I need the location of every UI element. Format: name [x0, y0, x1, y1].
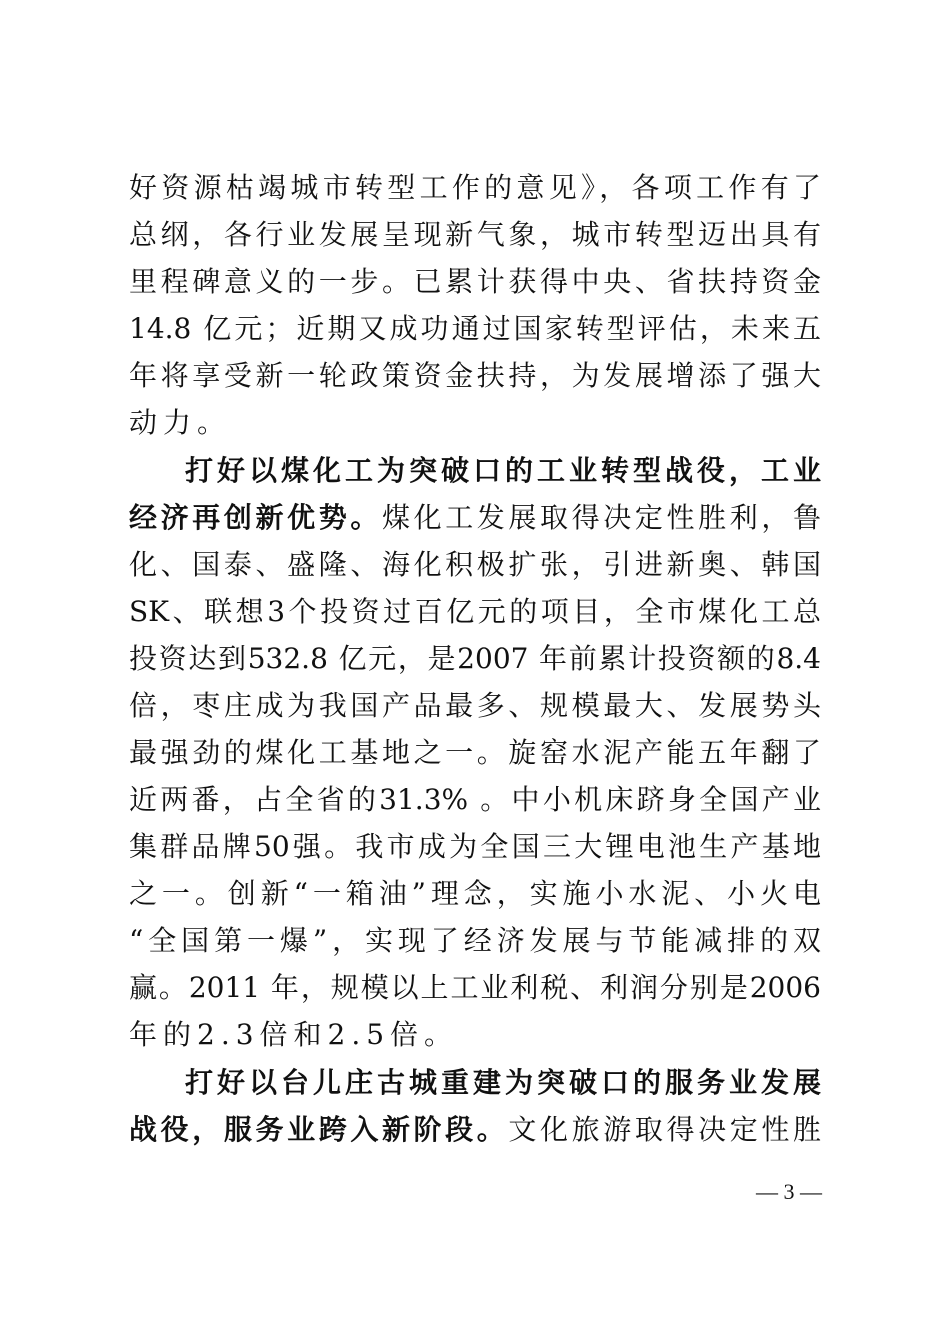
document-body [129, 164, 821, 1153]
text-line: 总纲，各行业发展呈现新气象，城市转型迈出具有 [129, 218, 821, 251]
heading-text: 打好以台儿庄古城重建为突破口的服务业发展 [185, 1066, 821, 1099]
text-line: 最强劲的煤化工基地之一。旋窑水泥产能五年翻了 [129, 736, 821, 769]
heading-text: 打好以煤化工为突破口的工业转型战役，工业 [185, 454, 821, 487]
heading-text: 经济再创新优势。 [129, 501, 382, 534]
page-number: — 3 — [756, 1179, 822, 1204]
text-line: 14.8 亿元；近期又成功通过国家转型评估，未来五 [129, 312, 821, 345]
text-line: 之一。创新“一箱油”理念，实施小水泥、小火电 [129, 877, 821, 910]
text-line: 动力。 [129, 406, 232, 439]
paragraph-text: 煤化工发展取得决定性胜利，鲁 [381, 501, 821, 534]
paragraph-text: 文化旅游取得决定性胜 [508, 1113, 821, 1146]
text-line: 年将享受新一轮政策资金扶持，为发展增添了强大 [129, 359, 821, 392]
text-line: 赢。2011 年，规模以上工业利税、利润分别是2006 [129, 971, 821, 1004]
text-line: 好资源枯竭城市转型工作的意见》，各项工作有了 [129, 171, 821, 204]
text-line [129, 494, 821, 541]
text-line: 集群品牌50强。我市成为全国三大锂电池生产基地 [129, 830, 821, 863]
text-line: 投资达到532.8 亿元，是2007 年前累计投资额的8.4 [129, 642, 821, 675]
heading-text: 战役，服务业跨入新阶段。 [129, 1113, 509, 1146]
text-line: SK、联想3个投资过百亿元的项目，全市煤化工总 [129, 595, 821, 628]
text-line: 化、国泰、盛隆、海化积极扩张，引进新奥、韩国 [129, 548, 821, 581]
text-line: 倍，枣庄成为我国产品最多、规模最大、发展势头 [129, 689, 821, 722]
text-line: 里程碑意义的一步。已累计获得中央、省扶持资金 [129, 265, 821, 298]
text-line: 近两番，占全省的31.3% 。中小机床跻身全国产业 [129, 783, 821, 816]
text-line: 年的2.3倍和2.5倍。 [129, 1018, 459, 1051]
text-line [129, 1106, 821, 1153]
paragraph-heading [129, 447, 821, 494]
text-line: “全国第一爆”，实现了经济发展与节能减排的双 [129, 924, 821, 957]
paragraph-heading [129, 1059, 821, 1106]
